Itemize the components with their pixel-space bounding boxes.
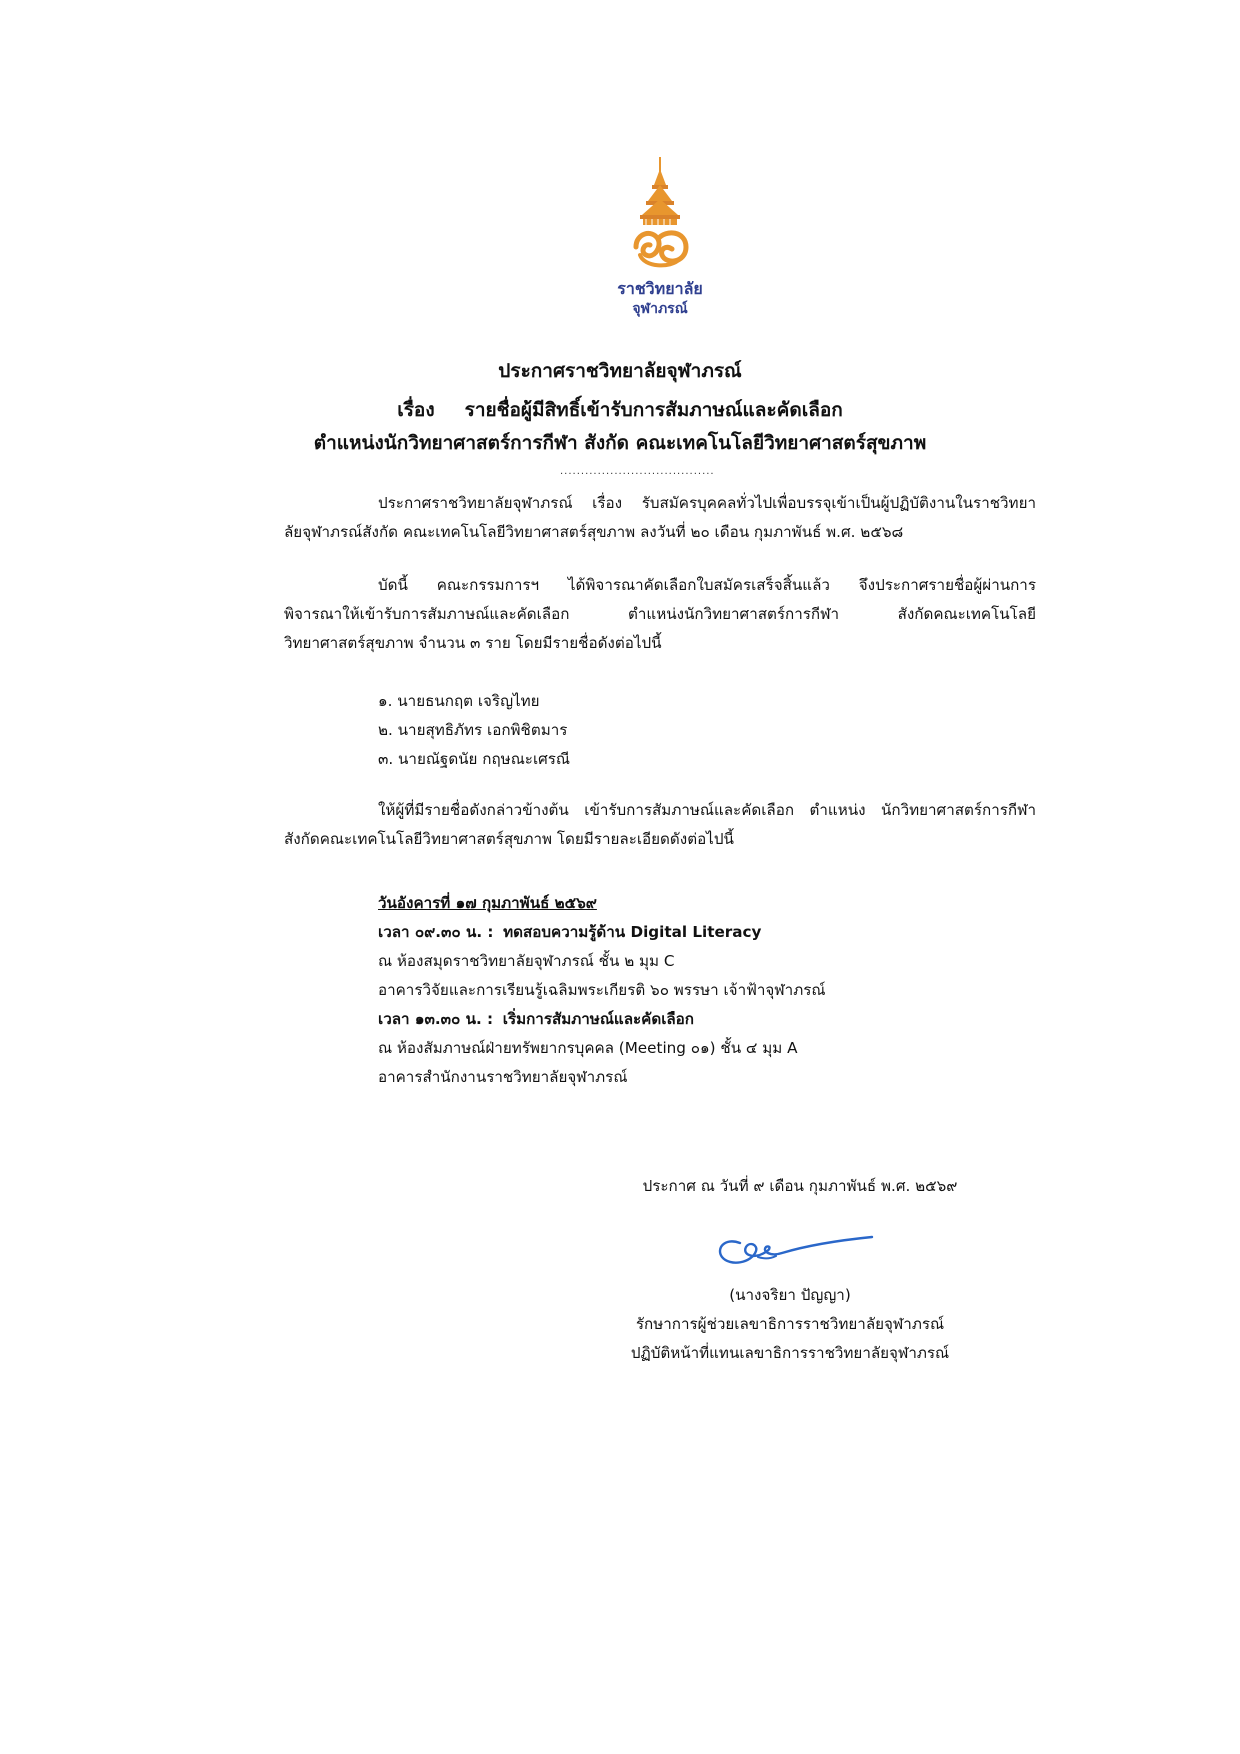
paragraph-line: สังกัดคณะเทคโนโลยีวิทยาศาสตร์สุขภาพ โดยมีรายละเอียดดังต่อไปนี้ bbox=[284, 830, 734, 848]
paragraph-line: ลัยจุฬาภรณ์สังกัด คณะเทคโนโลยีวิทยาศาสตร์สุขภาพ ลงวันที่ ๒๐ เดือน กุมภาพันธ์ พ.ศ. ๒๕๖๘ bbox=[284, 523, 904, 541]
list-item: ๒. นายสุทธิภัทร เอกพิชิตมาร bbox=[378, 721, 568, 739]
paragraph-line: พิจารณาให้เข้ารับการสัมภาษณ์และคัดเลือก ตำแหน่งนักวิทยาศาสตร์การกีฬา สังกัดคณะเทคโนโลยี bbox=[284, 605, 1036, 623]
logo-name-line2: จุฬาภรณ์ bbox=[632, 301, 688, 317]
session-1-title: ทดสอบความรู้ด้าน Digital Literacy bbox=[503, 923, 762, 941]
university-logo bbox=[600, 155, 720, 325]
subject-text: รายชื่อผู้มีสิทธิ์เข้ารับการสัมภาษณ์และคัดเลือก bbox=[464, 399, 843, 421]
crown-emblem-icon bbox=[600, 155, 720, 275]
session-2-building: อาคารสำนักงานราชวิทยาลัยจุฬาภรณ์ bbox=[378, 1068, 628, 1086]
signer-name: (นางจริยา ปัญญา) bbox=[729, 1286, 851, 1304]
position-line: ตำแหน่งนักวิทยาศาสตร์การกีฬา สังกัด คณะเทคโนโลยีวิทยาศาสตร์สุขภาพ bbox=[313, 432, 927, 454]
paragraph-line: บัดนี้ คณะกรรมการฯ ได้พิจารณาคัดเลือกใบสมัครเสร็จสิ้นแล้ว จึงประกาศรายชื่อผู้ผ่านการ bbox=[378, 576, 1036, 594]
list-item: ๓. นายณัฐดนัย กฤษณะเศรณี bbox=[378, 750, 571, 768]
signer-title-2: ปฏิบัติหน้าที่แทนเลขาธิการราชวิทยาลัยจุฬาภรณ์ bbox=[630, 1344, 950, 1362]
paragraph-line: วิทยาศาสตร์สุขภาพ จำนวน ๓ ราย โดยมีรายชื่อดังต่อไปนี้ bbox=[284, 634, 662, 652]
session-2-time: เวลา ๑๓.๓๐ น. : bbox=[378, 1010, 494, 1028]
session-2-room: ณ ห้องสัมภาษณ์ฝ่ายทรัพยากรบุคคล (Meeting ๐๑) ชั้น ๔ มุม A bbox=[378, 1039, 798, 1057]
session-1-heading bbox=[378, 918, 825, 947]
paragraph-line: ประกาศราชวิทยาลัยจุฬาภรณ์ เรื่อง รับสมัครบุคคลทั่วไปเพื่อบรรจุเข้าเป็นผู้ปฏิบัติงานในราชวิทยา bbox=[378, 494, 1036, 512]
instruction-paragraph bbox=[284, 796, 1036, 854]
selection-paragraph bbox=[284, 571, 1036, 658]
subject-label: เรื่อง bbox=[397, 399, 435, 421]
interview-schedule bbox=[378, 889, 825, 1092]
list-item: ๑. นายธนกฤต เจริญไทย bbox=[378, 692, 540, 710]
session-2-title: เริ่มการสัมภาษณ์และคัดเลือก bbox=[502, 1010, 695, 1028]
session-1-building: อาคารวิจัยและการเรียนรู้เฉลิมพระเกียรติ ๖๐ พรรษา เจ้าฟ้าจุฬาภรณ์ bbox=[378, 981, 826, 999]
handwritten-signature bbox=[712, 1223, 877, 1273]
logo-name-line1: ราชวิทยาลัย bbox=[617, 279, 703, 298]
paragraph-line: ให้ผู้ที่มีรายชื่อดังกล่าวข้างต้น เข้ารับการสัมภาษณ์และคัดเลือก ตำแหน่ง นักวิทยาศาสตร์การกีฬา bbox=[378, 801, 1036, 819]
separator-dots: ..................................... bbox=[560, 466, 715, 477]
signer-block bbox=[610, 1281, 970, 1368]
session-2-heading bbox=[378, 1005, 825, 1034]
announcement-date: ประกาศ ณ วันที่ ๙ เดือน กุมภาพันธ์ พ.ศ. ๒๕๖๙ bbox=[642, 1177, 958, 1195]
announcement-subject bbox=[200, 395, 1040, 425]
session-1-time: เวลา ๐๙.๓๐ น. : bbox=[378, 923, 494, 941]
announcement-title: ประกาศราชวิทยาลัยจุฬาภรณ์ bbox=[498, 360, 742, 382]
session-1-room: ณ ห้องสมุดราชวิทยาลัยจุฬาภรณ์ ชั้น ๒ มุม C bbox=[378, 952, 675, 970]
reference-paragraph bbox=[284, 489, 1036, 547]
candidate-list bbox=[378, 687, 570, 774]
signer-title-1: รักษาการผู้ช่วยเลขาธิการราชวิทยาลัยจุฬาภรณ์ bbox=[635, 1315, 945, 1333]
schedule-date: วันอังคารที่ ๑๗ กุมภาพันธ์ ๒๕๖๙ bbox=[378, 894, 597, 912]
